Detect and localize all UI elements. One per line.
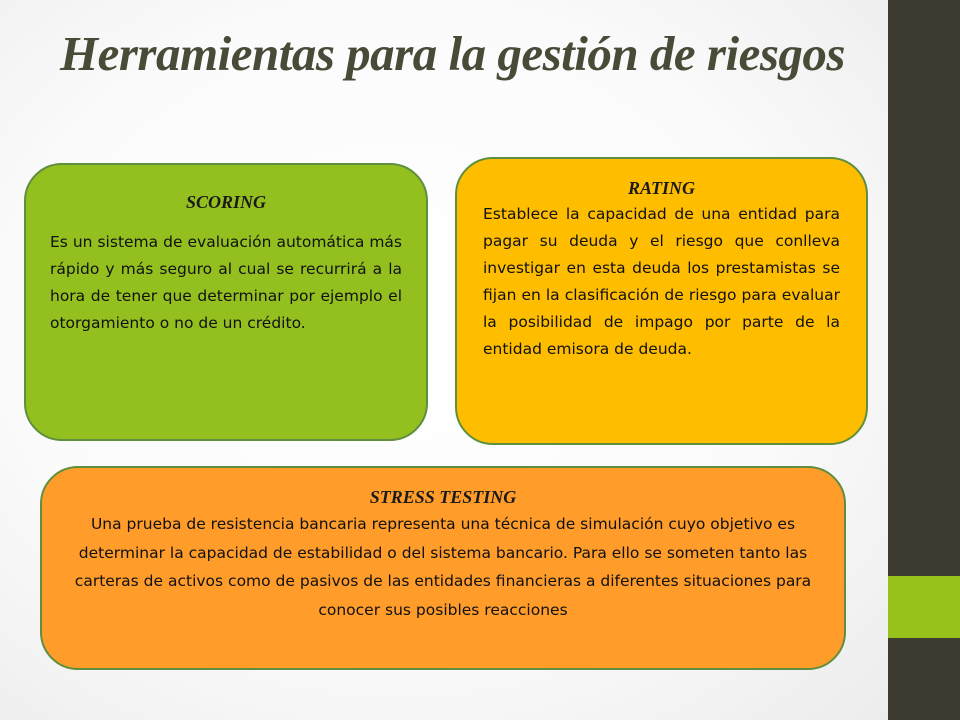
slide-title: Herramientas para la gestión de riesgos: [60, 26, 845, 81]
stress-testing-text: Una prueba de resistencia bancaria representa una técnica de simulación cuyo objetivo es determinar la capacidad de estabilidad o del sistema bancario. Para ello se someten tanto las carteras de activos como de pasivos de las entidades financieras a diferentes situaciones para conocer sus posibles reacciones: [74, 515, 812, 619]
scoring-heading: SCORING: [185, 192, 267, 212]
side-accent-decoration: [888, 576, 960, 638]
stress-testing-heading: STRESS TESTING: [369, 487, 517, 507]
rating-text: Establece la capacidad de una entidad para pagar su deuda y el riesgo que conlleva investigar en esta deuda los prestamistas se fijan en la clasificación de riesgo para evaluar la posibilidad de impago por parte de la entidad emisora de deuda.: [483, 205, 840, 358]
scoring-box: [24, 163, 428, 441]
stress-testing-box: [40, 466, 846, 670]
scoring-text: Es un sistema de evaluación automática más rápido y más seguro al cual se recurrirá a la hora de tener que determinar por ejemplo el otorgamiento o no de un crédito.: [50, 233, 402, 332]
rating-box: [455, 157, 868, 445]
rating-heading: RATING: [627, 178, 696, 198]
